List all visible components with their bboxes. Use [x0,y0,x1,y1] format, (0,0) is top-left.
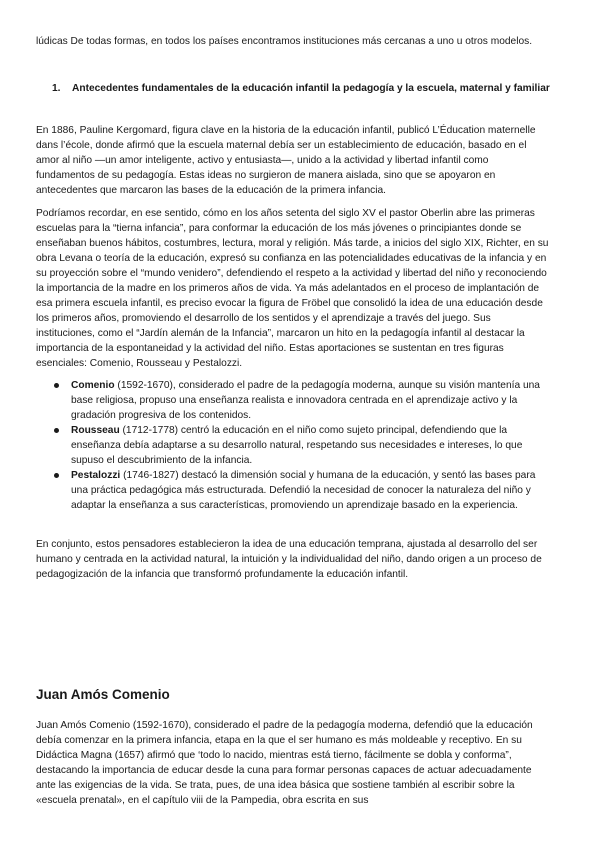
bullet-item-comenio [52,378,552,423]
bullet-dot-icon [54,383,59,388]
paragraph-conclusion: En conjunto, estos pensadores establecieron la idea de una educación temprana, ajustada al desarrollo del ser humano y centrada en la actividad natural, la intuición y la individualidad del niño, dando origen a un proceso de pedagogización de la infancia que transformó profundamente la educación infantil. [36,539,542,580]
intro-paragraph: lúdicas De todas formas, en todos los países encontramos instituciones más cercanas a uno u otros modelos. [36,36,533,47]
bullet-name: Pestalozzi [71,470,121,481]
bullet-dot-icon [54,473,59,478]
bullet-item-pestalozzi [52,468,552,513]
section-heading-comenio: Juan Amós Comenio [36,687,170,702]
bullet-item-rousseau [52,423,552,468]
bullet-text: (1746-1827) destacó la dimensión social y humana de la educación, y sentó las bases para una práctica pedagógica más estructurada. Defendió la necesidad de conocer la naturaleza del niño y adaptar la enseñanza a sus características, promoviendo un aprendizaje basado en la experiencia. [71,470,536,511]
paragraph-comenio: Juan Amós Comenio (1592-1670), considerado el padre de la pedagogía moderna, defendió que la educación debía comenzar en la primera infancia, etapa en la que el ser humano es más moldeable y receptivo. En su Didáctica Magna (1657) afirmó que ‘todo lo nacido, mientras está tierno, fácilmente se dobla y conforma”, destacando la importancia de educar desde la cuna para formar personas capaces de actuar adecuadamente ante las exigencias de la vida. Se trata, pues, de una idea básica que sostiene también al escribir sobre la «escuela prenatal», en el capítulo viii de la Pampedia, obra escrita en sus [36,720,533,806]
bullet-text: (1712-1778) centró la educación en el niño como sujeto principal, defendiendo que la enseñanza debía adaptarse a su desarrollo natural, respetando sus necesidades e intereses, lo que supuso el descubrimiento de la infancia. [71,425,523,466]
bullet-name: Comenio [71,380,115,391]
bullet-dot-icon [54,428,59,433]
paragraph-antecedentes: Podríamos recordar, en ese sentido, cómo en los años setenta del siglo XV el pastor Oberlin abre las primeras escuelas para la “tierna infancia”, para conformar la educación de los más jóvenes o principiantes donde se enseñaban buenos hábitos, costumbres, lectura, moral y religión. Más tarde, a inicios del siglo XIX, Richter, en su obra Levana o teoría de la educación, expresó su confianza en las potencialidades educativas de la infancia y en su proyección sobre el “mundo venidero”, defendiendo el respeto a la actividad y libertad del niño y reconociendo la importancia de la madre en los primeros años de vida. Ya más adelantados en el proceso de implantación de esa primera escuela infantil, es preciso evocar la figura de Fröbel que consolidó la idea de una educación desde los primeros años, promoviendo el desarrollo de los sentidos y el aprendizaje a través del juego. Sus instituciones, como el “Jardín alemán de la Infancia”, marcaron un hito en la pedagogía infantil al destacar la importancia de la espontaneidad y la actividad del niño. Estas aportaciones se sustentan en tres figuras esenciales: Comenio, Rousseau y Pestalozzi. [36,208,549,369]
section-heading-1 [52,81,552,96]
section-number: 1. [52,83,61,94]
bullet-text: (1592-1670), considerado el padre de la pedagogía moderna, aunque su visión mantenía una base religiosa, propuso una enseñanza realista e innovadora centrada en el aprendizaje activo y la gradación progresiva de los contenidos. [71,380,540,421]
bullet-name: Rousseau [71,425,120,436]
paragraph-kergomard: En 1886, Pauline Kergomard, figura clave en la historia de la educación infantil, publicó L’Éducation maternelle dans l’école, donde afirmó que la escuela maternal debía ser un establecimiento de educación, basado en el amor al niño —un amor inteligente, activo y entusiasta—, unido a la actividad y libertad infantil como fundamentos de su pedagogía. Estas ideas no surgieron de manera aislada, sino que se apoyaron en antecedentes que marcaron las bases de la educación de la primera infancia. [36,125,536,196]
section-title: Antecedentes fundamentales de la educación infantil la pedagogía y la escuela, maternal y familiar [72,83,550,94]
bullet-list-figures [52,378,552,513]
